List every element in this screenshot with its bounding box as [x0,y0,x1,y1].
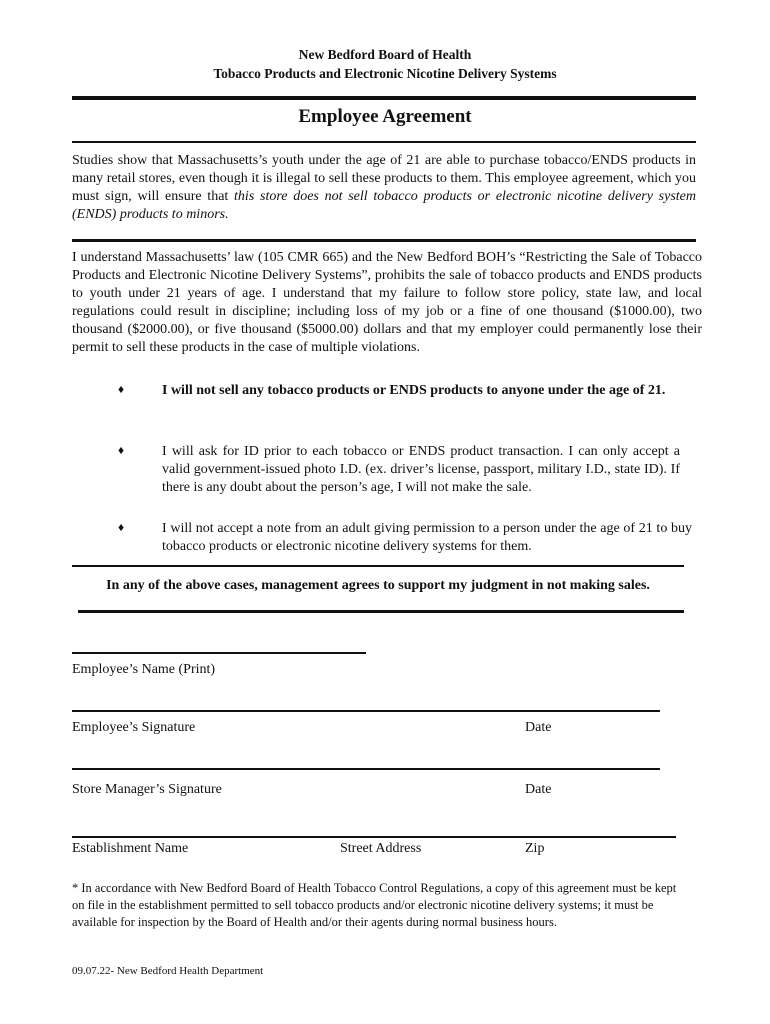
street-address-label: Street Address [340,841,422,856]
understanding-paragraph: I understand Massachusetts’ law (105 CMR 665) and the New Bedford BOH’s “Restricting the Sale of Tobacco Products and Electronic Nicotine Delivery Systems”, prohibits the sale of tobacco products and ENDS products to youth under 21 years of age. I understand that my failure to follow store policy, state law, and local regulations could result in discipline; including loss of my job or a fine of one thousand ($1000.00), two thousand ($2000.00), or five thousand ($5000.00) dollars and that my employer could permanently lose their permit to sell these products in the case of multiple violations. [72,250,702,355]
divider-management-top [72,565,684,567]
header-line-1: New Bedford Board of Health [298,47,472,62]
employee-signature-label: Employee’s Signature [72,720,196,735]
bullet-item-2: I will ask for ID prior to each tobacco or ENDS product transaction. I can only accept a valid government-issued photo I.D. (ex. driver’s license, passport, military I.D., state ID). If there is any doubt about the person’s age, I will not make the sale. [162,444,680,495]
intro-paragraph [72,152,696,224]
divider-title [72,141,696,143]
bullet-icon: ♦ [118,443,125,457]
establishment-line[interactable] [72,836,676,838]
employee-name-label: Employee’s Name (Print) [72,662,216,677]
employee-signature-line[interactable] [72,710,660,712]
bullet-icon: ♦ [118,520,125,534]
page-title: Employee Agreement [298,106,472,127]
divider-management-bottom [78,610,684,613]
footnote: * In accordance with New Bedford Board of Health Tobacco Control Regulations, a copy of this agreement must be kept on file in the establishment permitted to sell tobacco products and/or electronic nicotine delivery systems; it must be available for inspection by the Board of Health and/or their agents during normal business hours. [72,881,677,929]
management-statement: In any of the above cases, management agrees to support my judgment in not making sales. [106,578,650,593]
zip-label: Zip [525,841,545,856]
manager-signature-label: Store Manager’s Signature [72,782,222,797]
bullet-item-1: I will not sell any tobacco products or ENDS products to anyone under the age of 21. [162,383,666,398]
date-label-2: Date [525,782,552,797]
bullet-item-3: I will not accept a note from an adult giving permission to a person under the age of 21 to buy tobacco products or electronic nicotine delivery systems for them. [162,521,692,554]
manager-signature-line[interactable] [72,768,660,770]
employee-name-line[interactable] [72,652,366,654]
intro-text: Studies show that Massachusetts’s youth under the age of 21 are able to purchase tobacco/ENDS products in many retail stores, even though it is illegal to sell these products to them. This employee agreement, which you must sign, will ensure that [72,153,696,204]
date-label-1: Date [525,720,552,735]
intro-emphasis: this store does not sell tobacco products or electronic nicotine delivery system (ENDS) products to minors. [72,189,696,222]
establishment-name-label: Establishment Name [72,841,189,856]
bullet-icon: ♦ [118,382,125,396]
divider-intro [72,239,696,242]
header-line-2: Tobacco Products and Electronic Nicotine Delivery Systems [213,66,557,81]
divider-thick-top [72,96,696,100]
footer-version: 09.07.22- New Bedford Health Department [72,965,264,977]
